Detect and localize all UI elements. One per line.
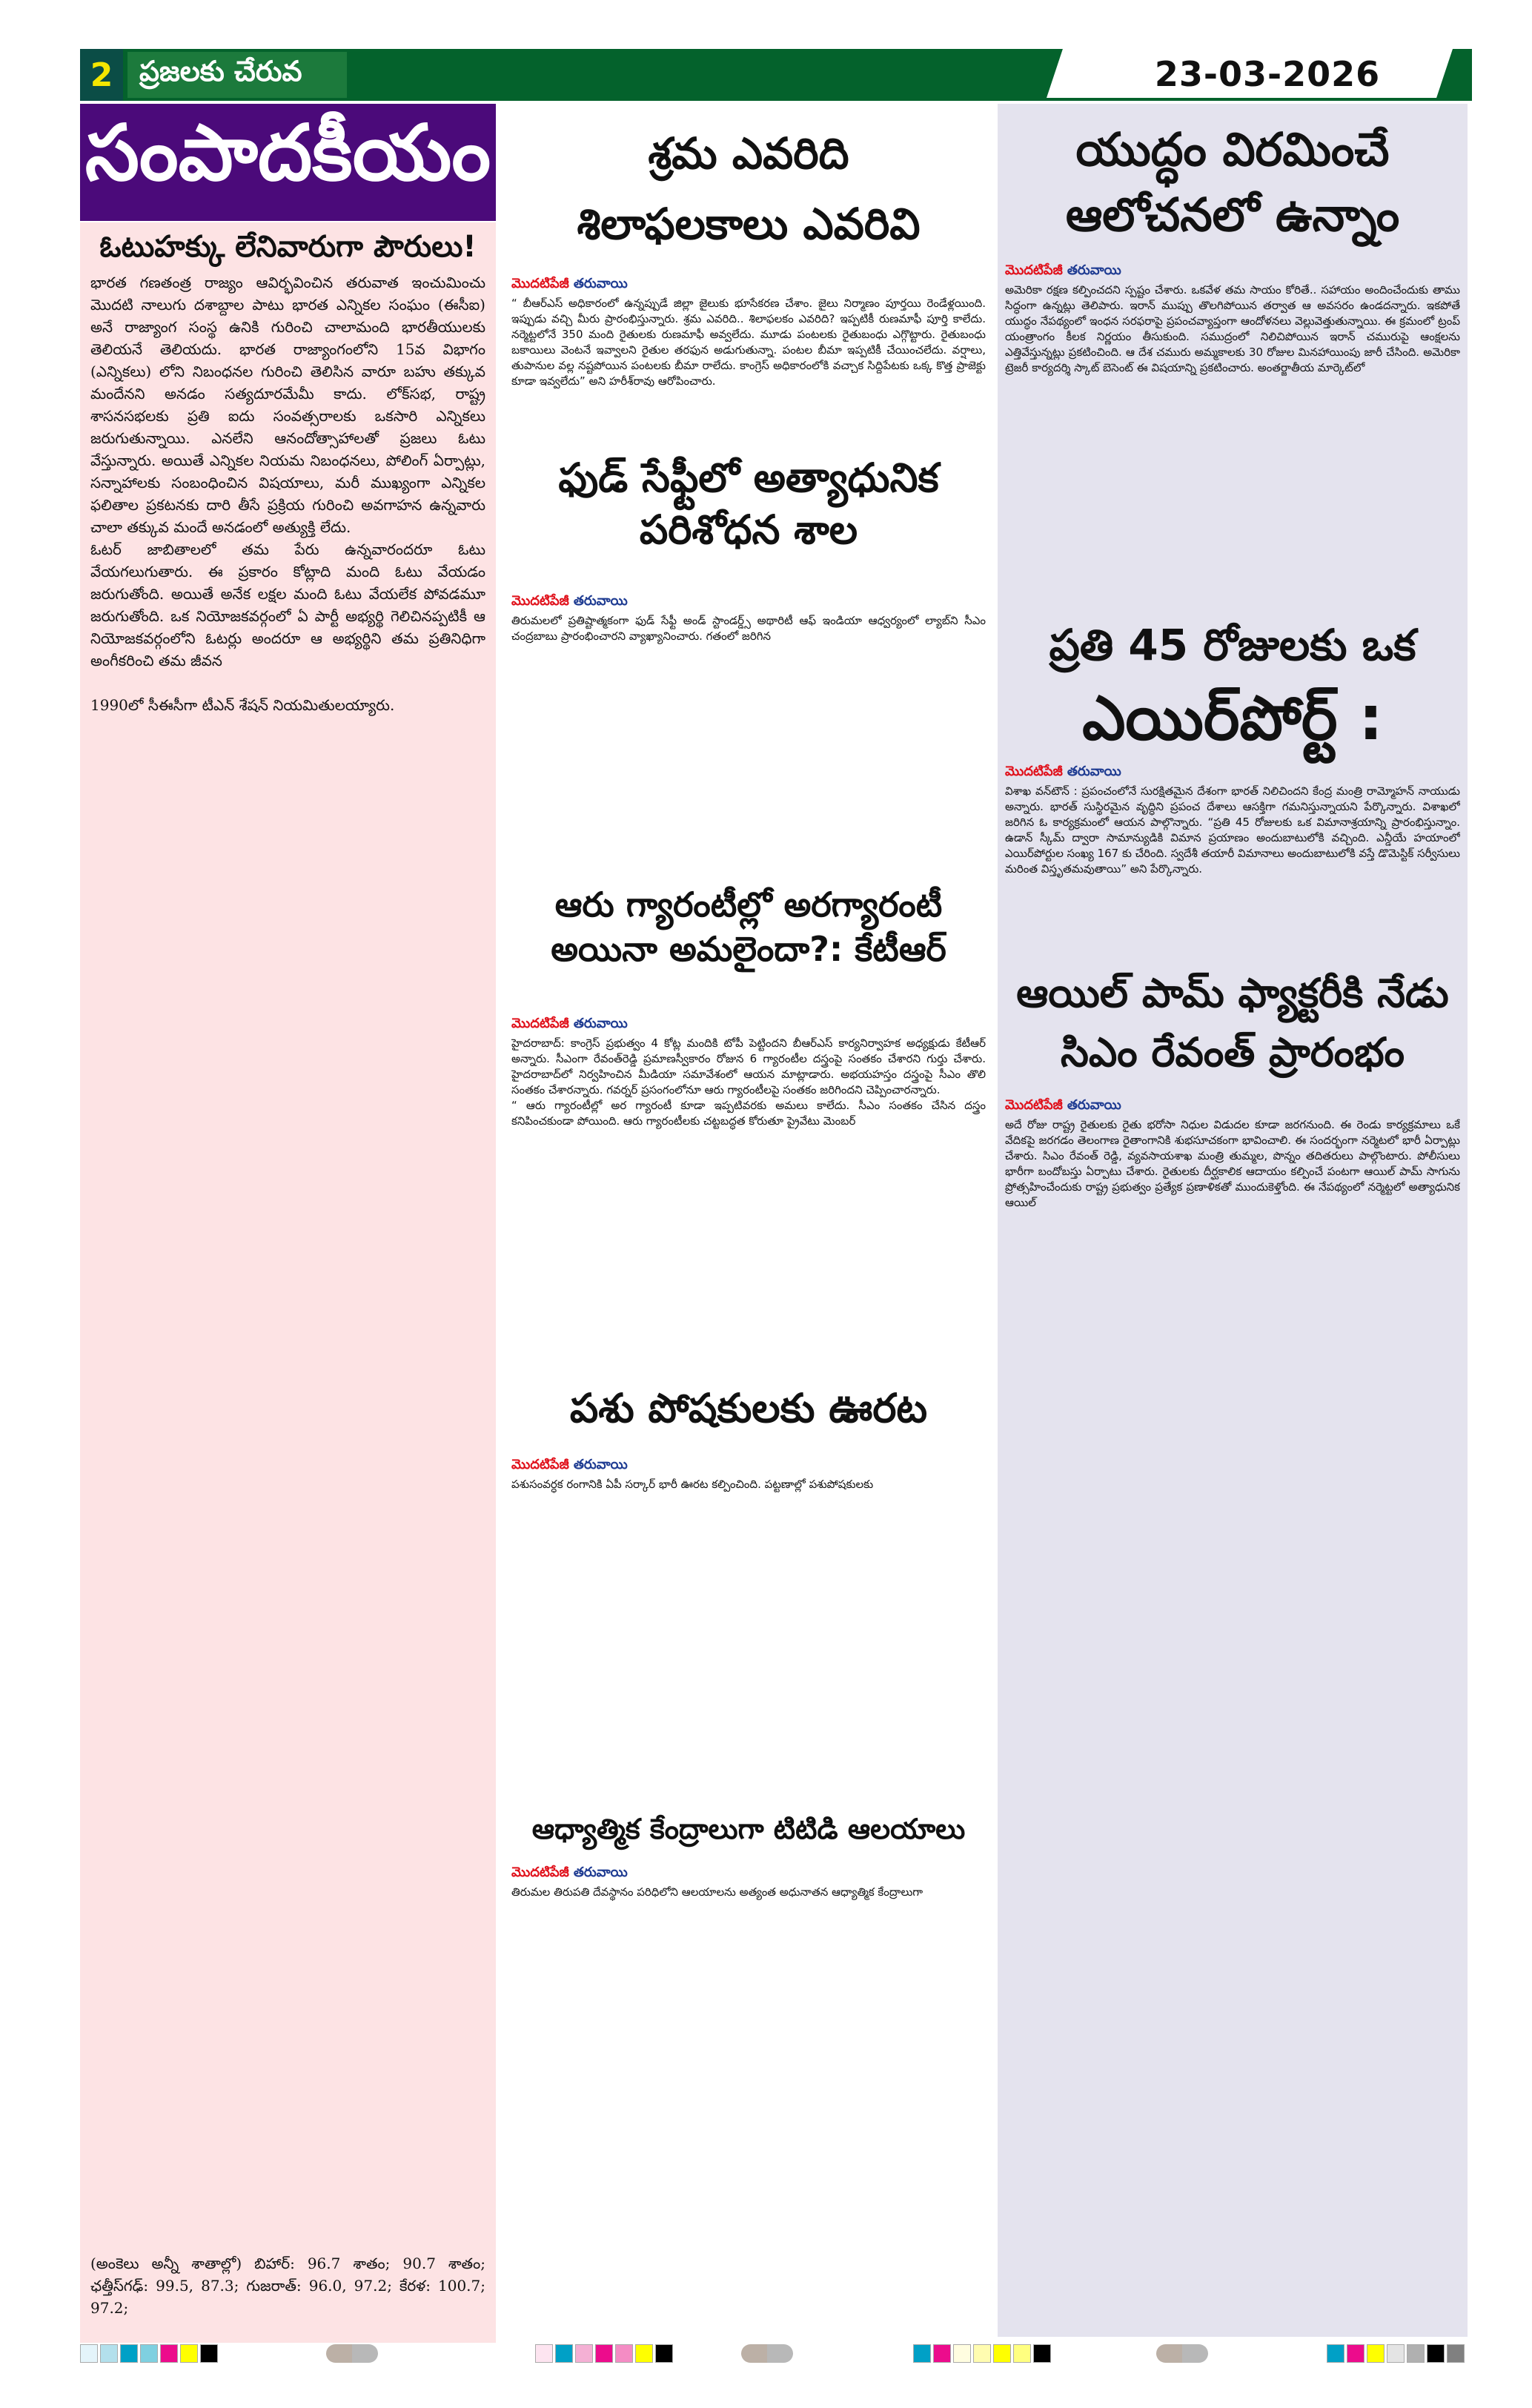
article-body: [1005, 282, 1460, 376]
paragraph: భారత గణతంత్ర రాజ్యం ఆవిర్భవించిన తరువాత ఇంచుమించు మొదటి నాలుగు దశాబ్దాల పాటు భారత ఎన్నికల సంఘం (ఈసీఐ) అనే రాజ్యాంగ సంస్థ ఉనికి గురించి చాలామంది భారతీయులకు తెలియనే తెలియదు. భారత రాజ్యాంగంలోని 15వ విభాగం (ఎన్నికలు) లోని నిబంధనల గురించి తెలిసిన వారూ బహు తక్కువ మందేనని అనడం సత్యదూరమేమీ కాదు. లోక్‌సభ, రాష్ట్ర శాసనసభలకు ప్రతి ఐదు సంవత్సరాలకు ఒకసారి ఎన్నికలు జరుగుతున్నాయి. ఎనలేని ఆనందోత్సాహాలతో ప్రజలు ఓటు వేస్తున్నారు. అయితే ఎన్నికల నియమ నిబంధనలు, పోలింగ్ ఏర్పాట్లు, సన్నాహాలకు సంబంధించిన విషయాలు, మరీ ముఖ్యంగా ఎన్నికల ఫలితాల ప్రకటనకు దారి తీసే ప్రక్రియ గురించి అవగాహన ఉన్నవారు చాలా తక్కువ మందే అనడంలో అత్యుక్తి లేదు.: [90, 274, 485, 536]
continued-label-second: తరువాయి: [573, 1016, 628, 1031]
continued-label-second: తరువాయి: [1067, 262, 1121, 278]
continued-label-first: మొదటిపేజీ: [511, 1016, 569, 1031]
print-registration-swatch: [100, 2344, 118, 2363]
paragraph: అదే రోజు రాష్ట్ర రైతులకు రైతు భరోసా నిధుల విడుదల కూడా జరగనుంది. ఈ రెండు కార్యక్రమాలు ఒకే వేదికపై జరగడం తెలంగాణ రైతాంగానికి శుభసూచకంగా భావించాలి. ఈ సందర్భంగా నర్మెటలో భారీ ఏర్పాట్లు చేశారు. సిఎం రేవంత్ రెడ్డి, వ్యవసాయశాఖ మంత్రి తుమ్మల, పొన్నం తదితరులు పాల్గొంటారు. పోలీసులు భారీగా బందోబస్తు ఏర్పాటు చేశారు. రైతులకు దీర్ఘకాలిక ఆదాయం కల్పించే పంటగా ఆయిల్ పామ్ సాగును ప్రోత్సహించేందుకు రాష్ట్ర ప్రభుత్వం ప్రత్యేక ప్రణాళికతో ముందుకెళ్తోంది. ఈ నేపథ్యంలో నర్మెట్టలో అత్యాధునిక ఆయిల్: [1005, 1118, 1460, 1209]
continued-from-front-page-label: [1005, 764, 1460, 782]
right-article: [1005, 608, 1460, 956]
print-registration-swatch: [80, 2344, 98, 2363]
continued-from-front-page-label: [511, 1865, 986, 1883]
article-headline-line: ఆధ్యాత్మిక కేంద్రాలుగా టిటిడి ఆలయాలు: [531, 1813, 966, 1845]
page-number: 2: [80, 49, 123, 101]
article-headline-line: అయినా అమలైందా?: కేటీఆర్: [551, 929, 946, 969]
print-registration-swatch: [140, 2344, 158, 2363]
paragraph: హైదరాబాద్: కాంగ్రెస్ ప్రభుత్వం 4 కోట్ల మందికి టోపీ పెట్టిందని బీఆర్ఎస్ కార్యనిర్వాహక అధ్యక్షుడు కేటీఆర్ అన్నారు. సీఎంగా రేవంత్‌రెడ్డి ప్రమాణస్వీకారం రోజున 6 గ్యారంటీల దస్త్రంపై సంతకం చేశారని గుర్తు చేశారు. హైదరాబాద్‌లో నిర్వహించిన మీడియా సమావేశంలో ఆయన మాట్లాడారు. అభయహస్తం దస్త్రంపై సీఎం తొలి సంతకం చేశారన్నారు. గవర్నర్ ప్రసంగంలోనూ ఆరు గ్యారంటీలపై సంతకం జరిగిందని చెప్పించారన్నారు.: [511, 1036, 986, 1096]
continued-from-front-page-label: [511, 1016, 986, 1034]
print-registration-swatch: [120, 2344, 138, 2363]
print-registration-swatch: [993, 2344, 1011, 2363]
print-registration-swatch: [1367, 2344, 1385, 2363]
paragraph: పశుసంవర్ధక రంగానికి ఏపీ సర్కార్ భారీ ఊరట కల్పించింది. పట్టణాల్లో పశుపోషకులకు: [511, 1478, 874, 1491]
continued-label-first: మొదటిపేజీ: [511, 1457, 569, 1472]
print-registration-swatch: [1013, 2344, 1031, 2363]
article-body: [511, 296, 986, 389]
print-registration-pill: [1156, 2344, 1208, 2363]
article-headline-line: ఫుడ్ సేఫ్టీలో అత్యాధునిక: [558, 454, 939, 501]
editorial-closing-statistics: (అంకెలు అన్నీ శాతాల్లో) బిహార్: 96.7 శాతం; 90.7 శాతం; ఛత్తీస్‌గఢ్: 99.5, 87.3; గుజరాత్: 96.0, 97.2; కేరళ: 100.7; 97.2;: [90, 2255, 485, 2317]
article-body: [511, 1477, 986, 1492]
editorial-masthead: సంపాదకీయం: [80, 104, 496, 221]
print-registration-swatch: [160, 2344, 178, 2363]
continued-label-second: తరువాయి: [573, 593, 628, 609]
article-body: [1005, 784, 1460, 877]
issue-date: 23-03-2026: [1154, 54, 1381, 94]
article-body: [511, 1885, 986, 1900]
continued-label-second: తరువాయి: [573, 1457, 628, 1472]
print-registration-pill: [326, 2344, 378, 2363]
print-registration-swatch: [1447, 2344, 1465, 2363]
continued-label-second: తరువాయి: [573, 276, 628, 291]
article-body: [511, 1036, 986, 1129]
print-registration-swatch: [1327, 2344, 1344, 2363]
print-registration-swatch: [1387, 2344, 1405, 2363]
paragraph: ఓటర్ జాబితాలలో తమ పేరు ఉన్నవారందరూ ఓటు వేయగలుగుతారు. ఈ ప్రకారం కోట్లాది మంది ఓటు వేయడం జరుగుతోంది. అయితే అనేక లక్షల మంది ఓటు వేయలేక పోవడమూ జరుగుతోంది. ఒక నియోజకవర్గంలో ఏ పార్టీ అభ్యర్థి గెలిచినప్పటికీ ఆ నియోజకవర్గంలోని ఓటర్లు అందరూ ఆ అభ్యర్థిని తమ ప్రతినిధిగా అంగీకరించి తమ జీవన: [90, 540, 485, 669]
paragraph: తిరుమల తిరుపతి దేవస్థానం పరిధిలోని ఆలయాలను అత్యంత అధునాతన ఆధ్యాత్మిక కేంద్రాలుగా: [511, 1885, 923, 1899]
middle-article: [511, 1809, 986, 2343]
article-headline-line: ఆలోచనలో ఉన్నాం: [1065, 188, 1400, 242]
middle-article: [511, 452, 986, 875]
print-registration-swatch: [933, 2344, 951, 2363]
paragraph: తిరుమలలో ప్రతిష్టాత్మకంగా ఫుడ్ సేఫ్టీ అండ్ స్టాండర్డ్స్ అథారిటీ ఆఫ్ ఇండియా ఆధ్వర్యంలో ల్యాబ్‌ని సీఎం చంద్రబాబు ప్రారంభించారని వ్యాఖ్యానించారు. గతంలో జరిగిన: [511, 614, 986, 643]
middle-article: [511, 882, 986, 1357]
continued-label-second: తరువాయి: [1067, 1097, 1121, 1113]
continued-label-second: తరువాయి: [1067, 764, 1121, 779]
continued-label-first: మొదటిపేజీ: [1005, 764, 1063, 779]
right-article: [1005, 117, 1460, 562]
paragraph: 1990లో సీఈసీగా టీఎన్ శేషన్ నియమితులయ్యారు.: [90, 696, 395, 714]
print-registration-pill: [741, 2344, 793, 2363]
continued-label-first: మొదటిపేజీ: [1005, 262, 1063, 278]
article-headline-line: సిఎం రేవంత్ ప్రారంభం: [1060, 1029, 1405, 1076]
continued-from-front-page-label: [511, 593, 986, 612]
article-body: [511, 613, 986, 644]
continued-from-front-page-label: [1005, 262, 1460, 281]
article-headline-line: పరిశోధన శాల: [639, 506, 858, 553]
print-registration-swatch: [1347, 2344, 1364, 2363]
paragraph: అమెరికా రక్షణ కల్పించదని స్పష్టం చేశారు. ఒకవేళ తమ సాయం కోరితే.. సహాయం అందించేందుకు తాము సిద్ధంగా ఉన్నట్లు తెలిపారు. ఇరాన్ ముప్పు తొలగిపోయిన తర్వాత ఆ అవసరం ఉండదన్నారు. ఇకపోతే యుద్ధం నేపథ్యంలో ఇంధన సరఫరాపై ప్రపంచవ్యాప్తంగా ఆందోళనలు వెల్లువెత్తుతున్నాయి. ఈ క్రమంలో ట్రంప్ యంత్రాంగం కీలక నిర్ణయం తీసుకుంది. సముద్రంలో నిలిచిపోయిన ఇరాన్ చమురుపై ఆంక్షలను ఎత్తివేస్తున్నట్లు ప్రకటించింది. ఆ దేశ చమురు అమ్మకాలకు 30 రోజుల మినహాయింపు జారీ చేసింది. అమెరికా ట్రెజరీ కార్యదర్శి స్కాట్ బెసెంట్ ఈ విషయాన్ని ప్రకటించారు. అంతర్జాతీయ మార్కెట్‌లో: [1005, 283, 1460, 374]
editorial-article: [80, 222, 496, 2343]
print-registration-swatch: [655, 2344, 673, 2363]
continued-label-first: మొదటిపేజీ: [1005, 1097, 1063, 1113]
paragraph: “ బీఆర్ఎస్ అధికారంలో ఉన్నప్పుడే జిల్లా జైలుకు భూసేకరణ చేశాం. జైలు నిర్మాణం పూర్తయి రెండేళ్లయింది. ఇప్పుడు వచ్చి మీరు ప్రారంభిస్తున్నారు. శ్రమ ఎవరిది.. శిలాఫలకం ఎవరిది? ఇప్పటికీ రుణమాఫీ పూర్తి కాలేదు. నర్మెట్టలోనే 350 మంది రైతులకు రుణమాఫీ అవ్వలేదు. మూడు పంటలకు రైతుబంధు ఎగ్గొట్టారు. రైతుబంధు బకాయిలు వెంటనే ఇవ్వాలని రైతుల తరఫున అడుగుతున్నా. పంటల బీమా ఇప్పటికీ చేయించలేదు. వర్షాలు, తుపానుల వల్ల నష్టపోయిన పంటలకు బీమా రాలేదు. కాంగ్రెస్ అధికారంలోకి వచ్చాక సిద్దిపేటకు ఒక్క కొత్త ప్రాజెక్టు కూడా ఇవ్వలేదు” అని హరీశ్‌రావు ఆరోపించారు.: [511, 297, 986, 388]
print-registration-swatch: [973, 2344, 991, 2363]
article-body: [1005, 1117, 1460, 1211]
print-registration-swatch: [1427, 2344, 1445, 2363]
print-registration-swatch: [615, 2344, 633, 2363]
article-headline-line: యుద్ధం విరమించే: [1075, 122, 1390, 176]
print-registration-swatch: [913, 2344, 931, 2363]
print-registration-swatch: [1033, 2344, 1051, 2363]
article-headline-line: పశు పోషకులకు ఊరట: [569, 1385, 928, 1432]
right-article: [1005, 964, 1460, 2328]
editorial-body: [90, 271, 485, 716]
article-headline-line: ఆయిల్ పామ్ ఫ్యాక్టరీకి నేడు: [1016, 970, 1449, 1016]
paragraph: విశాఖ వన్‌టౌన్ : ప్రపంచంలోనే సురక్షితమైన దేశంగా భారత్ నిలిచిందని కేంద్ర మంత్రి రామ్మోహన్ నాయుడు అన్నారు. భారత్ సుస్థిరమైన వృద్ధిని ప్రపంచ దేశాలు ఆసక్తిగా గమనిస్తున్నాయని పేర్కొన్నారు. విశాఖలో జరిగిన ఓ కార్యక్రమంలో ఆయన పాల్గొన్నారు. “ప్రతి 45 రోజులకు ఒక విమానాశ్రయాన్ని ప్రారంభిస్తున్నాం. ఉడాన్ స్కీమ్ ద్వారా సామాన్యుడికి విమాన ప్రయాణం అందుబాటులోకి వచ్చింది. ఎన్డీయే హయాంలో ఎయిర్‌పోర్టుల సంఖ్య 167 కు చేరింది. స్వదేశీ తయారీ విమానాలు అందుబాటులోకి వస్తే డొమెస్టిక్ సర్వీసులు మరింత విస్తృతమవుతాయి” అని పేర్కొన్నారు.: [1005, 784, 1460, 876]
article-headline-line: ప్రతి 45 రోజులకు ఒక: [1049, 620, 1416, 670]
print-registration-swatch: [200, 2344, 218, 2363]
continued-from-front-page-label: [1005, 1097, 1460, 1116]
continued-from-front-page-label: [511, 276, 986, 294]
print-registration-swatch: [595, 2344, 613, 2363]
print-registration-swatch: [535, 2344, 553, 2363]
print-registration-swatch: [555, 2344, 573, 2363]
article-headline-line: ఎయిర్‌పోర్ట్ :: [1082, 684, 1383, 754]
paragraph: “ ఆరు గ్యారంటీల్లో అర గ్యారంటీ కూడా ఇప్పటివరకు అమలు కాలేదు. సీఎం సంతకం చేసిన దస్త్రం కనిపించకుండా పోయింది. ఆరు గ్యారంటీలకు చట్టబద్ధత కోరుతూ ప్రైవేటు మెంబర్: [511, 1099, 986, 1128]
continued-label-second: తరువాయి: [573, 1865, 628, 1880]
print-registration-swatch: [635, 2344, 653, 2363]
middle-article: [511, 1383, 986, 1798]
article-headline-line: శ్రమ ఎవరిది: [648, 128, 849, 179]
middle-article: [511, 119, 986, 437]
continued-label-first: మొదటిపేజీ: [511, 593, 569, 609]
article-headline-line: ఆరు గ్యారంటీల్లో అరగ్యారంటీ: [554, 884, 943, 924]
continued-from-front-page-label: [511, 1457, 986, 1475]
print-registration-swatch: [953, 2344, 971, 2363]
section-name: ప్రజలకు చేరువ: [127, 52, 347, 98]
print-registration-swatch: [180, 2344, 198, 2363]
print-registration-swatch: [575, 2344, 593, 2363]
print-registration-swatch: [1407, 2344, 1425, 2363]
continued-label-first: మొదటిపేజీ: [511, 1865, 569, 1880]
editorial-headline: ఓటుహక్కు లేనివారుగా పౌరులు!: [99, 230, 477, 264]
continued-label-first: మొదటిపేజీ: [511, 276, 569, 291]
article-headline-line: శిలాఫలకాలు ఎవరివి: [577, 199, 921, 249]
